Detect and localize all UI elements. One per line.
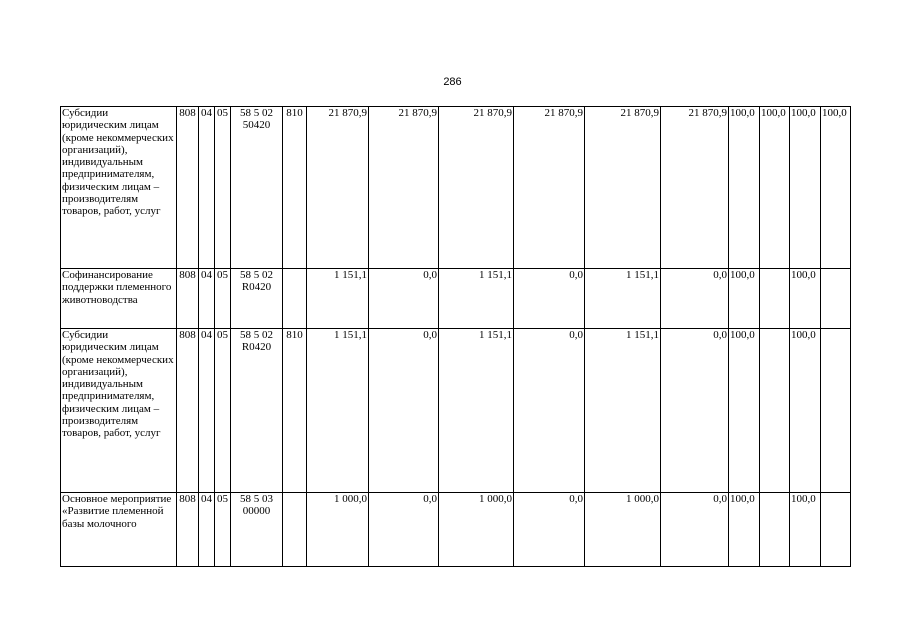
amount-cell: 0,0 [369, 269, 439, 329]
subsection-code: 05 [215, 329, 231, 493]
target-article-line2: 00000 [242, 505, 271, 518]
percent-cell: 100,0 [790, 107, 821, 269]
amount-cell: 21 870,9 [369, 107, 439, 269]
percent-cell: 100,0 [790, 269, 821, 329]
amount-cell: 21 870,9 [661, 107, 729, 269]
percent-cell [760, 493, 790, 567]
percent-cell [821, 493, 851, 567]
amount-cell: 1 000,0 [585, 493, 661, 567]
amount-cell: 0,0 [514, 269, 585, 329]
table-body [61, 107, 851, 567]
percent-cell [821, 269, 851, 329]
expense-type-code [283, 269, 307, 329]
table-row [61, 269, 851, 329]
target-article-line1: 58 5 03 [240, 493, 273, 505]
row-name: Софинансирование поддержки племенного животноводства [61, 269, 177, 329]
row-name: Основное мероприятие «Развитие племенной базы молочного [61, 493, 177, 567]
target-article-code [231, 107, 283, 269]
percent-cell: 100,0 [790, 493, 821, 567]
amount-cell: 0,0 [661, 329, 729, 493]
ministry-code: 808 [177, 493, 199, 567]
budget-table [60, 106, 851, 567]
ministry-code: 808 [177, 107, 199, 269]
percent-cell: 100,0 [729, 329, 760, 493]
target-article-line2: 50420 [242, 119, 271, 132]
amount-cell: 0,0 [661, 493, 729, 567]
page-number: 286 [443, 76, 462, 88]
amount-cell: 21 870,9 [585, 107, 661, 269]
amount-cell: 0,0 [514, 493, 585, 567]
ministry-code: 808 [177, 329, 199, 493]
percent-cell: 100,0 [821, 107, 851, 269]
percent-cell: 100,0 [729, 493, 760, 567]
amount-cell: 1 151,1 [307, 329, 369, 493]
subsection-code: 05 [215, 269, 231, 329]
subsection-code: 05 [215, 493, 231, 567]
amount-cell: 21 870,9 [439, 107, 514, 269]
percent-cell: 100,0 [729, 269, 760, 329]
target-article-code [231, 269, 283, 329]
amount-cell: 1 151,1 [307, 269, 369, 329]
percent-cell: 100,0 [760, 107, 790, 269]
amount-cell: 1 151,1 [439, 329, 514, 493]
row-name: Субсидии юридическим лицам (кроме некоммерческих организаций), индивидуальным предпринимателям, физическим лицам – производителям товаров, работ, услуг [61, 329, 177, 493]
section-code: 04 [199, 107, 215, 269]
amount-cell: 1 000,0 [439, 493, 514, 567]
amount-cell: 0,0 [661, 269, 729, 329]
expense-type-code [283, 493, 307, 567]
percent-cell [760, 269, 790, 329]
percent-cell: 100,0 [729, 107, 760, 269]
amount-cell: 0,0 [369, 493, 439, 567]
percent-cell [760, 329, 790, 493]
target-article-line2: R0420 [241, 281, 272, 294]
target-article-line1: 58 5 02 [240, 329, 273, 341]
expense-type-code: 810 [283, 107, 307, 269]
percent-cell: 100,0 [790, 329, 821, 493]
amount-cell: 21 870,9 [514, 107, 585, 269]
target-article-line2: R0420 [241, 341, 272, 354]
row-name: Субсидии юридическим лицам (кроме некоммерческих организаций), индивидуальным предпринимателям, физическим лицам – производителям товаров, работ, услуг [61, 107, 177, 269]
target-article-code [231, 329, 283, 493]
section-code: 04 [199, 329, 215, 493]
section-code: 04 [199, 269, 215, 329]
section-code: 04 [199, 493, 215, 567]
ministry-code: 808 [177, 269, 199, 329]
amount-cell: 0,0 [514, 329, 585, 493]
table-row [61, 107, 851, 269]
target-article-line1: 58 5 02 [240, 107, 273, 119]
amount-cell: 1 000,0 [307, 493, 369, 567]
amount-cell: 1 151,1 [585, 269, 661, 329]
amount-cell: 0,0 [369, 329, 439, 493]
table-row [61, 329, 851, 493]
target-article-code [231, 493, 283, 567]
percent-cell [821, 329, 851, 493]
amount-cell: 1 151,1 [439, 269, 514, 329]
target-article-line1: 58 5 02 [240, 269, 273, 281]
expense-type-code: 810 [283, 329, 307, 493]
amount-cell: 21 870,9 [307, 107, 369, 269]
amount-cell: 1 151,1 [585, 329, 661, 493]
table-row [61, 493, 851, 567]
subsection-code: 05 [215, 107, 231, 269]
